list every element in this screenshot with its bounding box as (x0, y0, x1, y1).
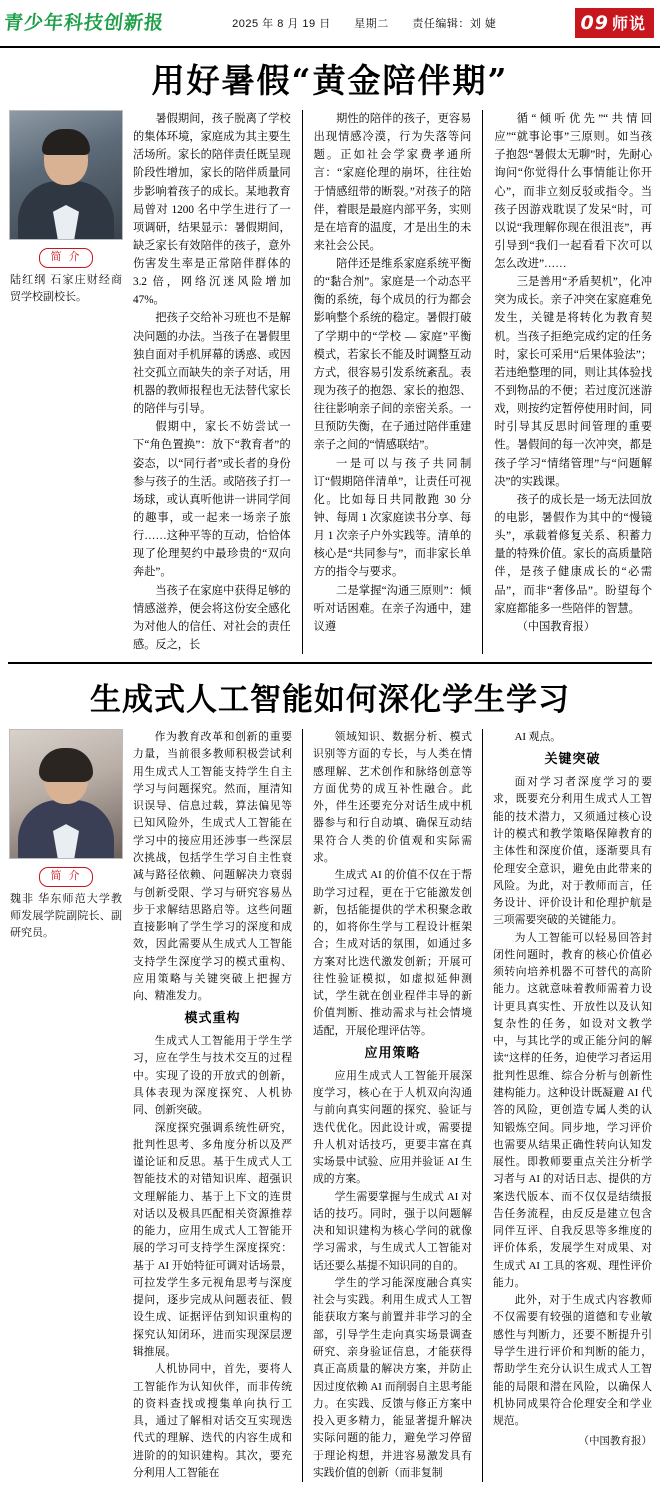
article-one-headline: 用好暑假“黄金陪伴期” (151, 61, 509, 100)
section-divider (8, 662, 652, 664)
masthead (0, 0, 660, 48)
paragraph: 二是掌握“沟通三原则”：倾听对话困难。在亲子沟通中，建议遵 (313, 584, 472, 633)
column-divider (482, 729, 483, 1482)
article-one-column-1 (133, 110, 291, 654)
paragraph: 当孩子在家庭中获得足够的情感滋养，便会将这份安全感化为对他人的信任、对社会的责任感。反之，长 (133, 584, 291, 652)
profile-tag: 简 介 (39, 248, 93, 268)
article-two-headline: 生成式人工智能如何深化学生学习 (90, 682, 570, 719)
paragraph: 孩子的成长是一场无法回放的电影，暑假作为其中的“慢镜头”，承载着修复关系、积蓄力量的特殊价值。家长的高质量陪伴，是孩子健康成长的“必需品”，而非“奢侈品”。盼望每个家庭都能多一些陪伴的智慧。 (494, 493, 653, 615)
page-badge (575, 8, 654, 38)
section-heading-model: 模式重构 (184, 1011, 241, 1027)
author-bio: 陆红纲 石家庄财经商贸学校副校长。 (10, 273, 122, 303)
paragraph: 为人工智能可以轻易回答封闭性问题时，教育的核心价值必须转向培养机器不可替代的高阶能力。这就意味着教师需着力设计更具真实性、开放性以及认知复杂性的任务，如设对文教学中，与其比学的或正能分问的解读“这样的任务，迫使学习者运用批判性思维、综合分析与创新性建构能力。这种设计既凝避 AI 代答的风险，更创造专属人类的认知锻炼空间。同步地，学习评价也需要从结果正确性转向认知发展性。即教师要重点关注分析学习者与 AI 的对话日志、提供的方案迭代版本、而不仅仅是结绩报告任务流程，由反反是建立包含同伴互评、自我反思等多维度的评价体系，发展学生对成果、对生成式 AI 工具的客观、理性评价能力。 (493, 931, 652, 1289)
issue-weekday: 星期二 (354, 18, 389, 30)
paragraph: 人机协同中，首先，要将人工智能作为认知伙伴，而非传统的资料查找或搜集单向执行工具，通过了解相对话交互实现迭代式的理解、迭代的内容生成和进阶的的知识建构。其次，要充分利用人工智能在 (133, 1363, 292, 1479)
article-two-column-3 (493, 729, 652, 1482)
paragraph: 循“倾听优先”“共情回应”“就事论事”三原则。如当孩子抱怨“暑假太无聊”时，先耐心询问“你觉得什么事情能让你开心”，而非立刻反驳或指令。当孩子因游戏耽误了发呆“时，可以说“我理解你现在很沮丧”，再引导到“我们一起看看下次可以怎么改进”…… (494, 112, 653, 271)
issue-editor: 责任编辑：刘 婕 (412, 18, 497, 30)
paragraph: 假期中，家长不妨尝试一下“角色置换”：放下“教育者”的姿态，以“同行者”或长者的身份参与孩子的生活。或陪孩子打一场球，或认真听他讲一讲同学间的趣事，或一起来一场亲子旅行……这种平等的互动，恰恰体现了伦理契约中最珍贵的“双向奔赴”。 (133, 421, 291, 579)
column-divider (302, 110, 303, 654)
paragraph: 暑假期间，孩子脱离了学校的集体环境，家庭成为其主要生活场所。家长的陪伴责任既呈现阶段性增加，家长的陪伴质量同步影响着孩子的成长。某地教育局曾对 1200 名中学生进行了一项调研，结果显示：暑假期间，缺乏家长有效陪伴的孩子，意外伤害发生率是正常陪伴群体的 3.2 倍，网络沉迷风险增加 47%。 (133, 112, 291, 307)
article-two-source: （中国教育报） (578, 1436, 652, 1448)
article-two-column-1 (133, 729, 292, 1482)
section-heading-strategy: 应用策略 (364, 1045, 421, 1061)
profile-tag: 简 介 (39, 867, 93, 887)
article-two (0, 674, 660, 1488)
column-divider (302, 729, 303, 1482)
article-two-column-2 (313, 729, 472, 1482)
paragraph: 深度探究强调系统性研究，批判性思考、多角度分析以及严谨论证和反思。基于生成式人工智能技术的对错知识库、超强识文理解能力、基于上下文的连贯对话以及极具匹配相关资源推荐的能力，应用生成式人工智能开展的学习可支持学生深度探究：基于 AI 开始特征可调对话场景，可拉发学生多元视角思考与深度提问，逐步完成从问题表征、假设生成、证据评估到知识重构的探究认知闭环，进而实现深层逻辑推展。 (133, 1121, 292, 1358)
paragraph: 生成式 AI 的价值不仅在于帮助学习过程，更在于它能激发创新，包括能提供的学术积聚念敢的，如将你生学与工程设计框架合；生成对话的氛围，如通过多方案对比迭代激发创新；开展可往性验证模拟，如虚拟延伸测试，学生就在创业程伴丰导的新价值判断、推动需求与社会情境适配，开展伦理评估等。 (313, 869, 472, 1037)
article-one-column-3 (494, 110, 652, 654)
page-number: 09 (580, 12, 609, 34)
article-one-column-2 (314, 110, 472, 654)
section-heading-breakthrough: 关键突破 (544, 752, 601, 768)
paragraph: 作为教育改革和创新的重要力量，当前很多教师积极尝试利用生成式人工智能支持学生自主学习与问题探究。然而，厘清知识误导、信息过载，算法偏见等已知风险外，生成式人工智能在学习中的接应用还涉事一些深层次挑战，包括学生学习自主性衰减与路径依赖、问题解决力衰弱与创新受限、学习与研究容易丛步于求解结思路启等。这些问题直接影响了学生学习的深度和成效，因此需要从生成式人工智能支持学生深度学习的模式重构、应用策略与关键突破上把握方向、精准发力。 (133, 731, 292, 1003)
paragraph: 生成式人工智能用于学生学习，应在学生与技术交互的过程中。实现了设的开放式的创新，具体表现为深度探究、人机协同、创新突破。 (133, 1035, 292, 1117)
paragraph: （中国教育报） (516, 620, 596, 633)
author-photo-wei (9, 729, 123, 859)
paragraph: 领域知识、数据分析、模式识别等方面的专长，与人类在情感理解、艺术创作和脉络创意等方面优势的成互补性融合。此外，伴生还要充分对话生成中机器参与和行自动填、确保互动结果符合人类的价值观和实际需求。 (313, 731, 472, 865)
paragraph: 三是善用“矛盾契机”，化冲突为成长。亲子冲突在家庭难免发生，关键是将转化为教育契机。当孩子拒绝完成约定的任务时，家长可采用“后果体验法”；若违绝整理的同，则让其体验找不到物品的不便；若过度沉迷游戏，则按约定暂停使用时间，同时引导其反思时间管理的重要性。暑假间的每一次冲突，都是孩子学习“情绪管理”与“问题解决”的实践课。 (494, 276, 653, 488)
paragraph: 学生需要掌握与生成式 AI 对话的技巧。同时，强于以问题解决和知识建构为核心学问的就像学习需求，与生成式人工智能对话还要么基提不知识同的自的。 (313, 1190, 472, 1272)
paragraph: 面对学习者深度学习的要求，既要充分利用生成式人工智能的技术潜力，又须通过核心设计的模式和教学策略保障教育的主体性和深度价值，逐渐要具有伦理安全意识，避免由此带来的风险。为此，对于教师而言，任务设计、评价设计和伦理护航是三项需要突破的关键能力。 (493, 776, 652, 927)
issue-date: 2025 年 8 月 19 日 (232, 18, 331, 30)
article-one (0, 48, 660, 654)
paragraph: AI 观点。 (514, 731, 562, 744)
paragraph: 学生的学习能深度融合真实社会与实践。利用生成式人工智能获取方案与前置并非学习的全部，引导学生走向真实场景调查研究、亲身验证信息，才能获得真正高质量的解决方案，并防止因过度依赖 AI 而削弱自主思考能力。在实践、反馈与修正方案中投入更多精力，能显著提升解决实际问题的能力，避免学习停留于理论构想，并进容易激发具有实践价值的创新（而非复制 (313, 1276, 472, 1479)
paragraph: 陪伴还是维系家庭系统平衡的“黏合剂”。家庭是一个动态平衡的系统，每个成员的行为都会影响整个系统的稳定。暑假打破了学期中的“学校 — 家庭”平衡模式，若家长不能及时调整互动方式，很容易引发系统紊乱。表现为孩子的抱怨、家长的抱怨、往往影响亲子间的亲密关系。一旦预防失衡，在子通过陪伴重建亲子之间的“情感联结”。 (313, 258, 472, 452)
paragraph: 此外，对于生成式内容教师不仅需要有较强的道德和专业敏感性与判断力，还要不断提升引导学生进行评价和判断的能力，帮助学生充分认识生成式人工智能的局限和潜在风险，以确保人机协同成果符合伦理安全和学业规范。 (493, 1294, 652, 1428)
page-section-label: 师说 (611, 14, 646, 33)
paragraph: 应用生成式人工智能开展深度学习，核心在于人机双向沟通与前向真实问题的探究、验证与迭代优化。因此设计或，需要提升人机对话技巧，更要丰富在真实场景中试验、应用并验证 AI 生成的方案。 (313, 1069, 472, 1186)
logo-text: 青少年科技创新报 (2, 12, 166, 34)
paragraph: 把孩子交给补习班也不是解决问题的办法。当孩子在暑假里独自面对手机屏幕的诱惑、或因社交孤立而缺失的亲子对话，用机器的教师报程也无法替代家长的陪伴与引导。 (133, 312, 291, 416)
paragraph: 期性的陪伴的孩子，更容易出现情感冷漠，行为失落等问题。正如社会学家费孝通所言：“家庭伦理的崩坏，往往始于情感纽带的断裂。”对孩子的陪伴，着眼是最庭内部平务，实则是在培育的温度，才是出生的未来社会公民。 (313, 112, 472, 252)
article-two-author-profile (8, 729, 124, 942)
article-one-author-profile (8, 110, 124, 306)
column-divider (482, 110, 483, 654)
author-photo-lu (9, 110, 123, 240)
paragraph: 一是可以与孩子共同制订“假期陪伴清单”，让责任可视化。比如每日共同散跑 30 分钟、每周 1 次家庭读书分享、每月 1 次亲子户外实践等。清单的核心是“共同参与”，而非家长单方的指令与要求。 (313, 457, 472, 579)
masthead-info (154, 15, 575, 31)
author-bio: 魏非 华东师范大学教师发展学院副院长、副研究员。 (10, 893, 122, 940)
newspaper-logo (2, 6, 166, 40)
